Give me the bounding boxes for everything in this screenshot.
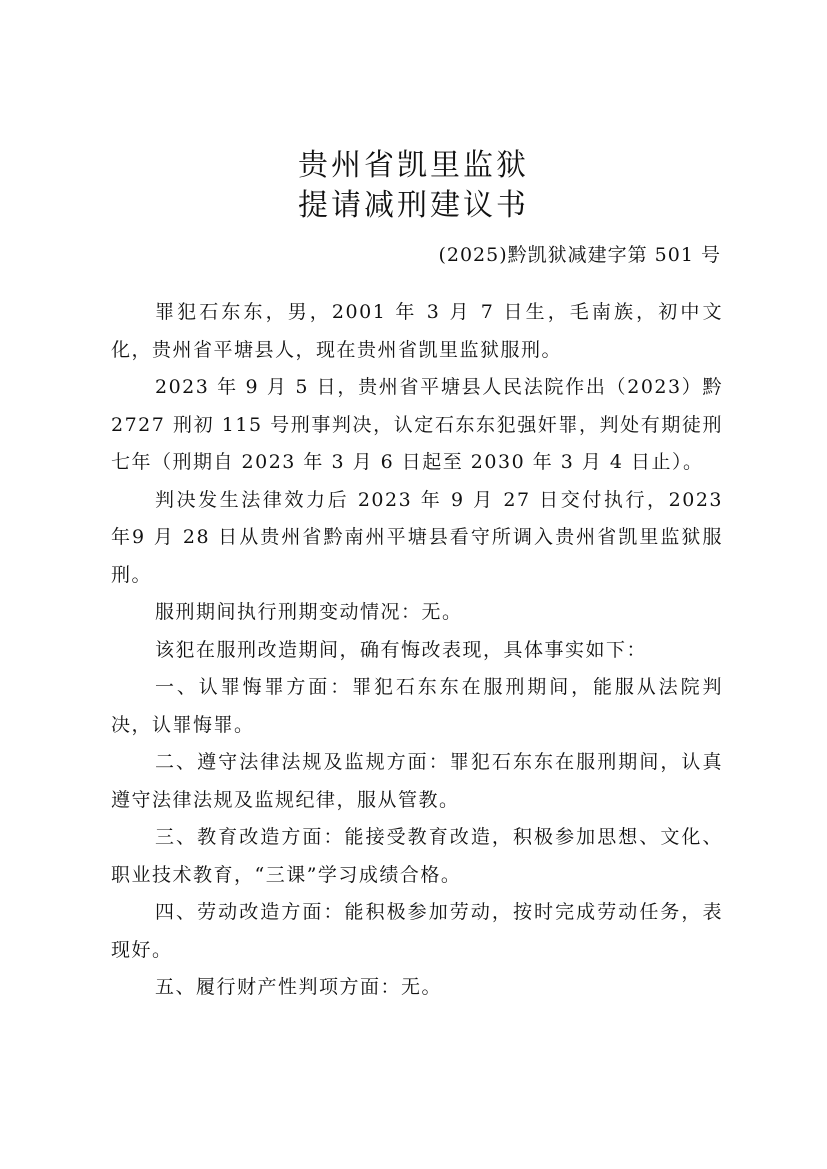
document-title-line2: 提请减刑建议书	[298, 188, 529, 223]
paragraph-judgment: 2023 年 9 月 5 日，贵州省平塘县人民法院作出（2023）黔2727 刑初 115 号刑事判决，认定石东东犯强奸罪，判处有期徒刑七年（刑期自 2023 年 3 月 6 日起至 2030 年 3 月 4 日止）。	[111, 376, 723, 473]
document-title-line1: 贵州省凯里监狱	[298, 148, 529, 183]
paragraph-sentence-changes: 服刑期间执行刑期变动情况：无。	[155, 601, 463, 623]
paragraph-item-1: 一、认罪悔罪方面：罪犯石东东在服刑期间，能服从法院判决，认罪悔罪。	[111, 676, 723, 736]
paragraph-item-2: 二、遵守法律法规及监规方面：罪犯石东东在服刑期间，认真遵守法律法规及监规纪律，服从管教。	[111, 751, 723, 811]
paragraph-item-3: 三、教育改造方面：能接受教育改造，积极参加思想、文化、职业技术教育，“三课”学习成绩合格。	[111, 826, 723, 886]
paragraph-item-4: 四、劳动改造方面：能积极参加劳动，按时完成劳动任务，表现好。	[111, 901, 723, 961]
document-number: (2025)黔凯狱减建字第 501 号	[438, 244, 721, 266]
document-body	[111, 294, 723, 1007]
paragraph-repentance-intro: 该犯在服刑改造期间，确有悔改表现，具体事实如下：	[155, 638, 648, 661]
paragraph-execution: 判决发生法律效力后 2023 年 9 月 27 日交付执行，2023 年9 月 28 日从贵州省黔南州平塘县看守所调入贵州省凯里监狱服刑。	[111, 488, 723, 586]
paragraph-criminal-info: 罪犯石东东，男，2001 年 3 月 7 日生，毛南族，初中文化，贵州省平塘县人，现在贵州省凯里监狱服刑。	[111, 301, 723, 361]
paragraph-item-5: 五、履行财产性判项方面：无。	[155, 976, 443, 998]
